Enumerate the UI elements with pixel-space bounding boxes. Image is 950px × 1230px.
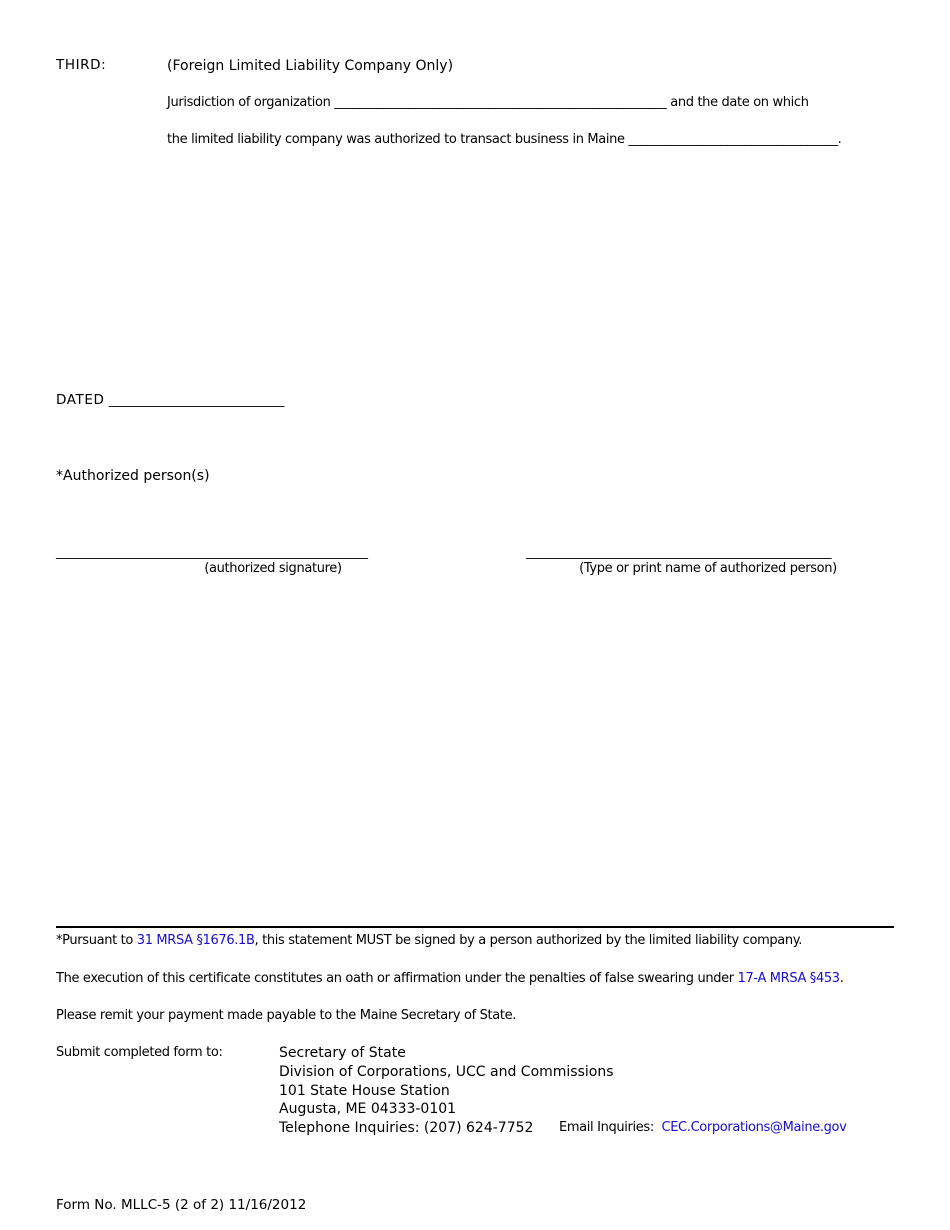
printed-name-caption: (Type or print name of authorized person) bbox=[579, 561, 837, 576]
statute-link-17a-mrsa[interactable]: 17-A MRSA §453 bbox=[737, 971, 840, 986]
footer-divider bbox=[56, 926, 894, 928]
address-line-3: 101 State House Station bbox=[279, 1083, 450, 1099]
authorized-persons-heading: *Authorized person(s) bbox=[56, 468, 210, 484]
footnote-pursuant bbox=[56, 934, 802, 947]
signature-caption: (authorized signature) bbox=[204, 561, 342, 576]
oath-statement-period: . bbox=[839, 971, 844, 986]
payment-note: Please remit your payment made payable to the Maine Secretary of State. bbox=[56, 1008, 517, 1023]
footnote-pursuant-prefix: *Pursuant to bbox=[56, 933, 133, 948]
dated-blank[interactable]: __________________________ bbox=[108, 392, 285, 408]
address-line-4: Augusta, ME 04333-0101 bbox=[279, 1101, 457, 1117]
dated-line bbox=[56, 394, 284, 408]
address-line-2: Division of Corporations, UCC and Commissions bbox=[279, 1064, 614, 1080]
authorization-line bbox=[167, 133, 841, 146]
form-number: Form No. MLLC-5 (2 of 2) 11/16/2012 bbox=[56, 1197, 307, 1213]
dated-label: DATED bbox=[56, 392, 105, 408]
telephone-inquiries: Telephone Inquiries: (207) 624-7752 bbox=[279, 1120, 534, 1136]
oath-statement-text: The execution of this certificate constitutes an oath or affirmation under the penalties of false swearing under bbox=[56, 971, 734, 986]
oath-statement bbox=[56, 972, 844, 985]
jurisdiction-trailing-text: and the date on which bbox=[670, 95, 809, 110]
authorization-label: the limited liability company was authorized to transact business in Maine bbox=[167, 132, 625, 147]
email-link[interactable]: CEC.Corporations@Maine.gov bbox=[661, 1120, 847, 1135]
footnote-pursuant-text: , this statement MUST be signed by a person authorized by the limited liability company. bbox=[254, 933, 803, 948]
statute-link-31-mrsa[interactable]: 31 MRSA §1676.1B bbox=[136, 933, 255, 948]
email-inquiries bbox=[559, 1121, 847, 1134]
jurisdiction-blank[interactable]: ______________________________________________________ bbox=[334, 95, 667, 110]
printed-name-line[interactable]: _______________________________________________ bbox=[526, 545, 832, 560]
jurisdiction-label: Jurisdiction of organization bbox=[167, 95, 331, 110]
third-label: THIRD: bbox=[56, 57, 107, 73]
email-label: Email Inquiries: bbox=[559, 1120, 654, 1135]
authorization-date-blank[interactable]: __________________________________. bbox=[628, 132, 842, 147]
jurisdiction-line bbox=[167, 96, 809, 109]
submit-label: Submit completed form to: bbox=[56, 1045, 223, 1060]
signature-line[interactable]: ________________________________________________ bbox=[56, 545, 368, 560]
address-line-1: Secretary of State bbox=[279, 1045, 406, 1061]
third-heading: (Foreign Limited Liability Company Only) bbox=[167, 58, 454, 74]
